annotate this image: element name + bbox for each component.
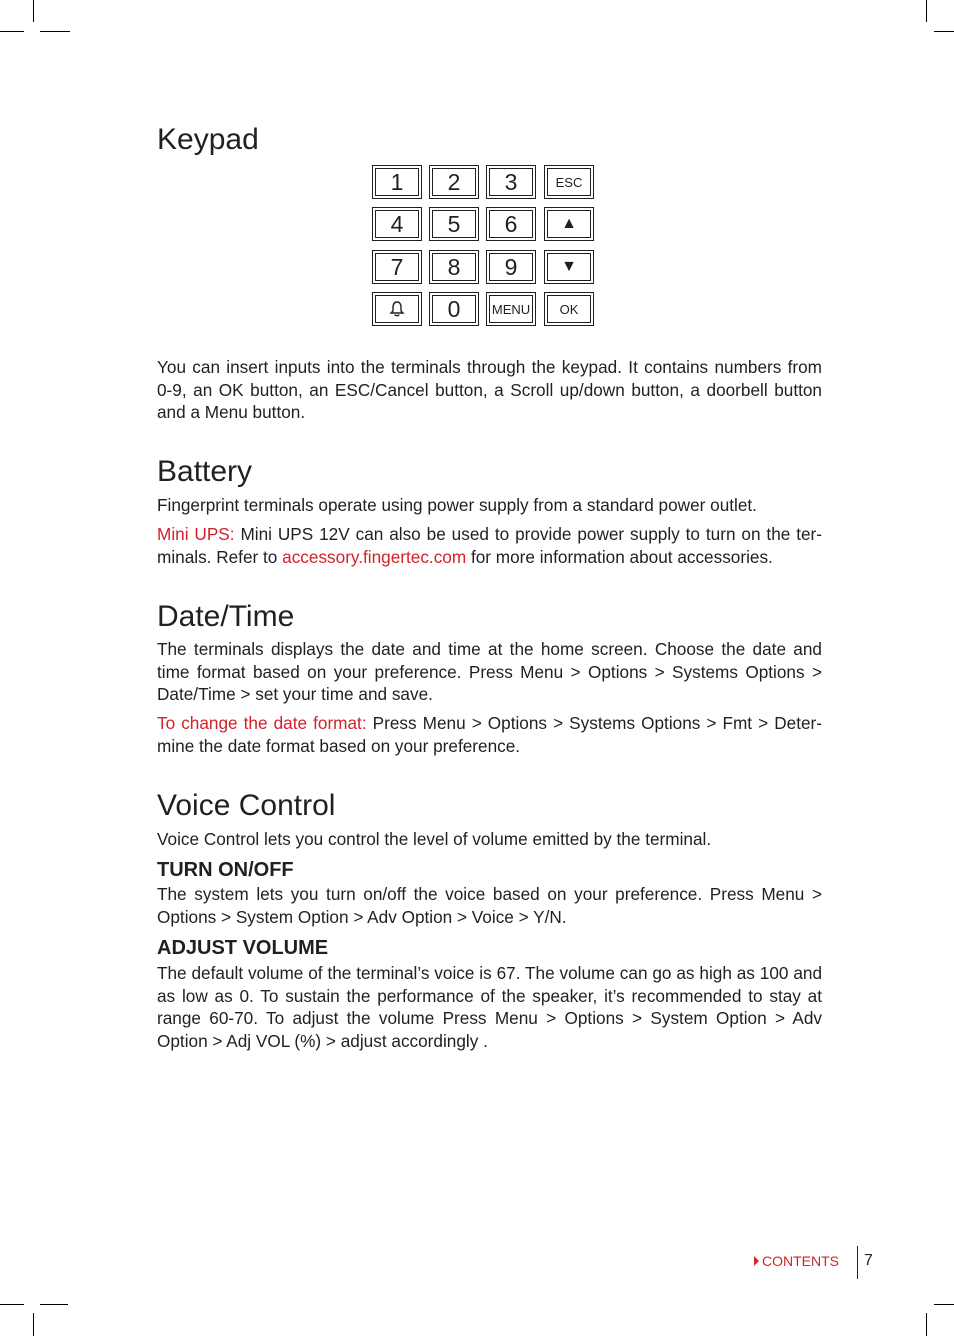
key-9: 9 bbox=[486, 250, 536, 284]
battery-paragraph: Fingerprint terminals operate using power supply from a standard power outlet. bbox=[157, 495, 757, 515]
crop-mark bbox=[0, 31, 24, 32]
caret-right-icon bbox=[754, 1256, 759, 1266]
crop-mark bbox=[934, 1304, 954, 1305]
key-down-arrow-icon: ▼ bbox=[544, 250, 594, 284]
crop-mark bbox=[33, 0, 34, 22]
turn-on-off-heading: TURN ON/OFF bbox=[157, 859, 294, 881]
key-menu: MENU bbox=[486, 292, 536, 326]
battery-heading: Battery bbox=[157, 455, 253, 488]
key-1: 1 bbox=[372, 165, 422, 199]
crop-mark bbox=[40, 31, 70, 32]
key-7: 7 bbox=[372, 250, 422, 284]
key-ok: OK bbox=[544, 292, 594, 326]
contents-label: CONTENTS bbox=[762, 1253, 839, 1269]
mini-ups-text-end: for more information about accessories. bbox=[466, 546, 773, 567]
crop-mark bbox=[926, 1313, 927, 1336]
key-bell bbox=[372, 292, 422, 326]
key-2: 2 bbox=[429, 165, 479, 199]
keypad-heading: Keypad bbox=[157, 123, 259, 156]
key-4: 4 bbox=[372, 207, 422, 241]
crop-mark bbox=[926, 0, 927, 22]
crop-mark bbox=[934, 31, 954, 32]
bell-icon bbox=[388, 300, 406, 318]
mini-ups-label: Mini UPS: bbox=[157, 524, 235, 544]
datetime-paragraph: The terminals displays the date and time at the home screen. Choose the date and time format based on your preference. Press Menu > Options > Systems Options > Date/Time > set your time and save. bbox=[157, 639, 822, 705]
key-up-arrow-icon: ▲ bbox=[544, 207, 594, 241]
key-6: 6 bbox=[486, 207, 536, 241]
mini-ups-text: Mini UPS 12V can also be used to provide power supply to turn on the ter-minals. Refer to bbox=[157, 524, 823, 567]
turn-on-off-paragraph: The system lets you turn on/off the voice based on your preference. Press Menu > Options > System Option > Adv Option > Voice > Y/N. bbox=[157, 884, 822, 927]
datetime-heading: Date/Time bbox=[157, 600, 295, 633]
contents-link[interactable] bbox=[754, 1253, 839, 1269]
accessory-link[interactable]: accessory.fingertec.com bbox=[282, 546, 467, 567]
key-esc: ESC bbox=[544, 165, 594, 199]
key-3: 3 bbox=[486, 165, 536, 199]
mini-ups-paragraph bbox=[157, 523, 822, 568]
key-0: 0 bbox=[429, 292, 479, 326]
crop-mark bbox=[33, 1313, 34, 1336]
keypad-description: You can insert inputs into the terminals through the keypad. It contains numbers from 0-9, an OK button, an ESC/Cancel button, a Scroll up/down button, a doorbell button and a Menu button. bbox=[157, 357, 822, 423]
crop-mark bbox=[40, 1304, 68, 1305]
key-5: 5 bbox=[429, 207, 479, 241]
page-number: 7 bbox=[864, 1252, 873, 1269]
voice-heading: Voice Control bbox=[157, 789, 336, 822]
key-8: 8 bbox=[429, 250, 479, 284]
footer-divider bbox=[857, 1246, 858, 1279]
crop-mark bbox=[0, 1304, 24, 1305]
adjust-volume-heading: ADJUST VOLUME bbox=[157, 937, 329, 959]
change-date-paragraph bbox=[157, 712, 822, 757]
change-date-text: Press Menu > Options > Systems Options > Fmt > Deter-mine the date format based on your preference. bbox=[157, 713, 822, 756]
change-date-label: To change the date format: bbox=[157, 713, 367, 733]
adjust-volume-paragraph: The default volume of the terminal’s voice is 67. The volume can go as high as 100 and as low as 0. To sustain the performance of the speaker, it’s recommended to stay at range 60-70. To adjust the volume Press Menu > Options > System Option > Adv Option > Adj VOL (%) > adjust accordingly . bbox=[157, 963, 822, 1051]
voice-paragraph: Voice Control lets you control the level of volume emitted by the terminal. bbox=[157, 829, 712, 849]
